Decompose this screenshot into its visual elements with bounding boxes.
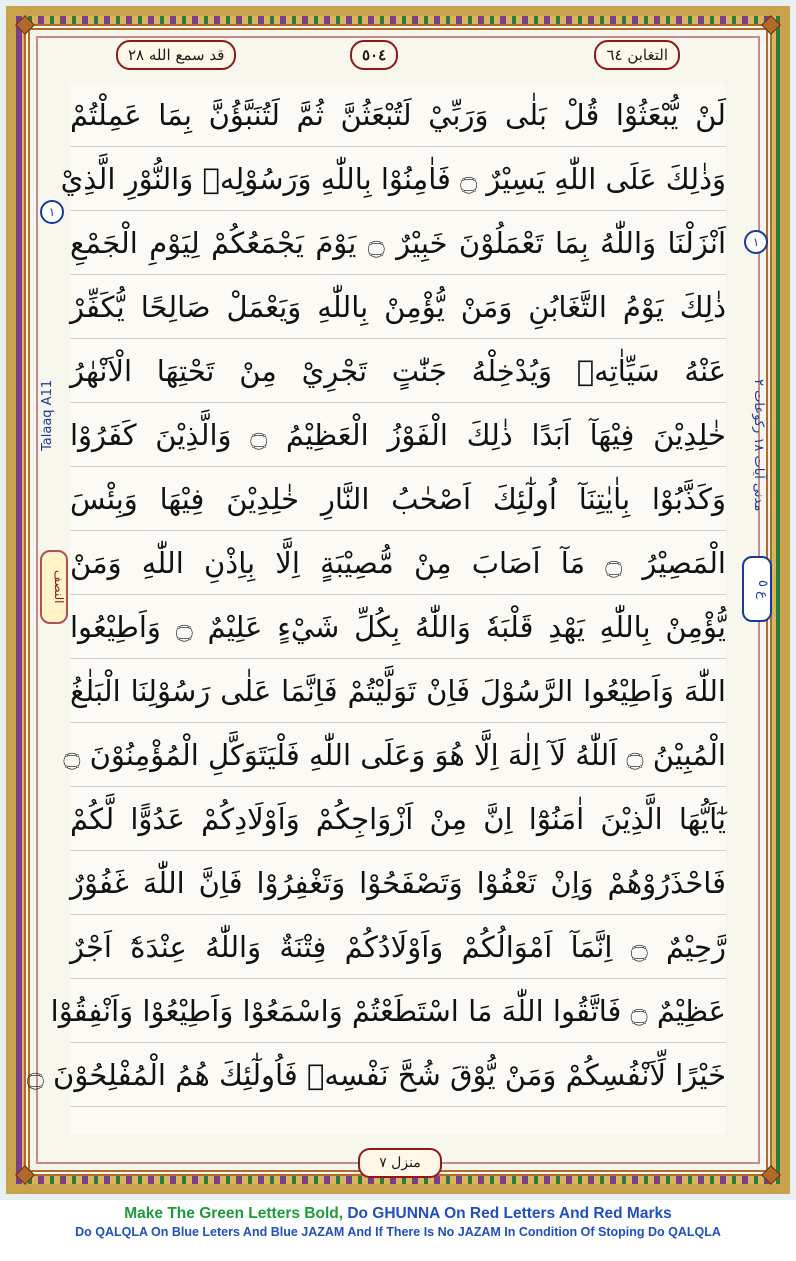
ruku-marker: ع ٥ bbox=[742, 556, 772, 622]
text-line: ذٰلِكَ يَوْمُ التَّغَابُنِ وَمَنْ يُّؤْمِنْ بِاللّٰهِ وَيَعْمَلْ صَالِحًا يُّكَفِّرْ bbox=[70, 276, 726, 339]
text-line: عَنْهُ سَيِّاٰتِهٖ وَيُدْخِلْهُ جَنّٰتٍ تَجْرِيْ مِنْ تَحْتِهَا الْاَنْهٰرُ bbox=[70, 340, 726, 403]
page-number: ٥٠٤ bbox=[350, 40, 398, 70]
text-line: يٰٓاَيُّهَا الَّذِيْنَ اٰمَنُوْٓا اِنَّ مِنْ اَزْوَاجِكُمْ وَاَوْلَادِكُمْ عَدُوًّا لَّكُمْ bbox=[70, 788, 726, 851]
text-line: رَّحِيْمٌ ۝ اِنَّمَآ اَمْوَالُكُمْ وَاَوْلَادُكُمْ فِتْنَةٌ وَاللّٰهُ عِنْدَهٗٓ اَجْرٌ bbox=[70, 916, 726, 979]
juz-label: قد سمع الله ٢٨ bbox=[116, 40, 236, 70]
left-margin-note: Talaaq A11 bbox=[40, 379, 55, 451]
tajweed-instructions bbox=[0, 1202, 796, 1261]
text-line: وَذٰلِكَ عَلَى اللّٰهِ يَسِيْرٌ ۝ فَاٰمِنُوْا بِاللّٰهِ وَرَسُوْلِهٖ وَالنُّوْرِ الَّذِيْ bbox=[70, 148, 726, 211]
text-line: يُّؤْمِنْ بِاللّٰهِ يَهْدِ قَلْبَهٗ وَاللّٰهُ بِكُلِّ شَيْءٍ عَلِيْمٌ ۝ وَاَطِيْعُوا bbox=[70, 596, 726, 659]
ruku-number-icon: ١ bbox=[744, 230, 768, 254]
text-line: وَكَذَّبُوْا بِاٰيٰتِنَآ اُولٰٓئِكَ اَصْحٰبُ النَّارِ خٰلِدِيْنَ فِيْهَا وَبِئْسَ bbox=[70, 468, 726, 531]
text-line: فَاحْذَرُوْهُمْ وَاِنْ تَعْفُوْا وَتَصْفَحُوْا وَتَغْفِرُوْا فَاِنَّ اللّٰهَ غَفُوْرٌ bbox=[70, 852, 726, 915]
surah-info-note: مدنی آیات ١٨ رکوعات ٢ bbox=[751, 378, 766, 512]
footer-line-1 bbox=[0, 1204, 796, 1224]
text-line: الْمُبِيْنُ ۝ اَللّٰهُ لَآ اِلٰهَ اِلَّا هُوَ وَعَلَى اللّٰهِ فَلْيَتَوَكَّلِ الْمُؤْمِنُوْنَ ۝ bbox=[70, 724, 726, 787]
qalqala-instruction: Do QALQLA On Blue Leters And Blue JAZAM And If There Is No JAZAM In Condition Of Stoping Do QALQLA bbox=[75, 1225, 721, 1239]
text-line: خَيْرًا لِّاَنْفُسِكُمْ وَمَنْ يُّوْقَ شُحَّ نَفْسِهٖ فَاُولٰٓئِكَ هُمُ الْمُفْلِحُوْنَ ۝ bbox=[70, 1044, 726, 1107]
text-line: الْمَصِيْرُ ۝ مَآ اَصَابَ مِنْ مُّصِيْبَةٍ اِلَّا بِاِذْنِ اللّٰهِ وَمَنْ bbox=[70, 532, 726, 595]
text-line: لَنْ يُّبْعَثُوْا قُلْ بَلٰى وَرَبِّيْ لَتُبْعَثُنَّ ثُمَّ لَتُنَبَّؤُنَّ بِمَا عَمِلْتُمْ bbox=[70, 84, 726, 147]
text-line: عَظِيْمٌ ۝ فَاتَّقُوا اللّٰهَ مَا اسْتَطَعْتُمْ وَاسْمَعُوْا وَاَطِيْعُوْا وَاَنْفِقُوْا bbox=[70, 980, 726, 1043]
text-line: اَنْزَلْنَا وَاللّٰهُ بِمَا تَعْمَلُوْنَ خَبِيْرٌ ۝ يَوْمَ يَجْمَعُكُمْ لِيَوْمِ الْجَمْعِ bbox=[70, 212, 726, 275]
text-line: خٰلِدِيْنَ فِيْهَآ اَبَدًا ذٰلِكَ الْفَوْزُ الْعَظِيْمُ ۝ وَالَّذِيْنَ كَفَرُوْا bbox=[70, 404, 726, 467]
manzil-marker: منزل ٧ bbox=[358, 1148, 442, 1178]
green-instruction: Make The Green Letters Bold, bbox=[124, 1205, 344, 1222]
surah-label: التغابن ٦٤ bbox=[594, 40, 680, 70]
ruku-number-icon: ١ bbox=[40, 200, 64, 224]
text-line: اللّٰهَ وَاَطِيْعُوا الرَّسُوْلَ فَاِنْ تَوَلَّيْتُمْ فَاِنَّمَا عَلٰى رَسُوْلِنَا الْبَلٰغُ bbox=[70, 660, 726, 723]
juz-marker: النصف bbox=[40, 550, 68, 624]
page-header bbox=[100, 38, 696, 72]
ghunna-instruction: Do GHUNNA On Red Letters And Red Marks bbox=[347, 1205, 672, 1222]
